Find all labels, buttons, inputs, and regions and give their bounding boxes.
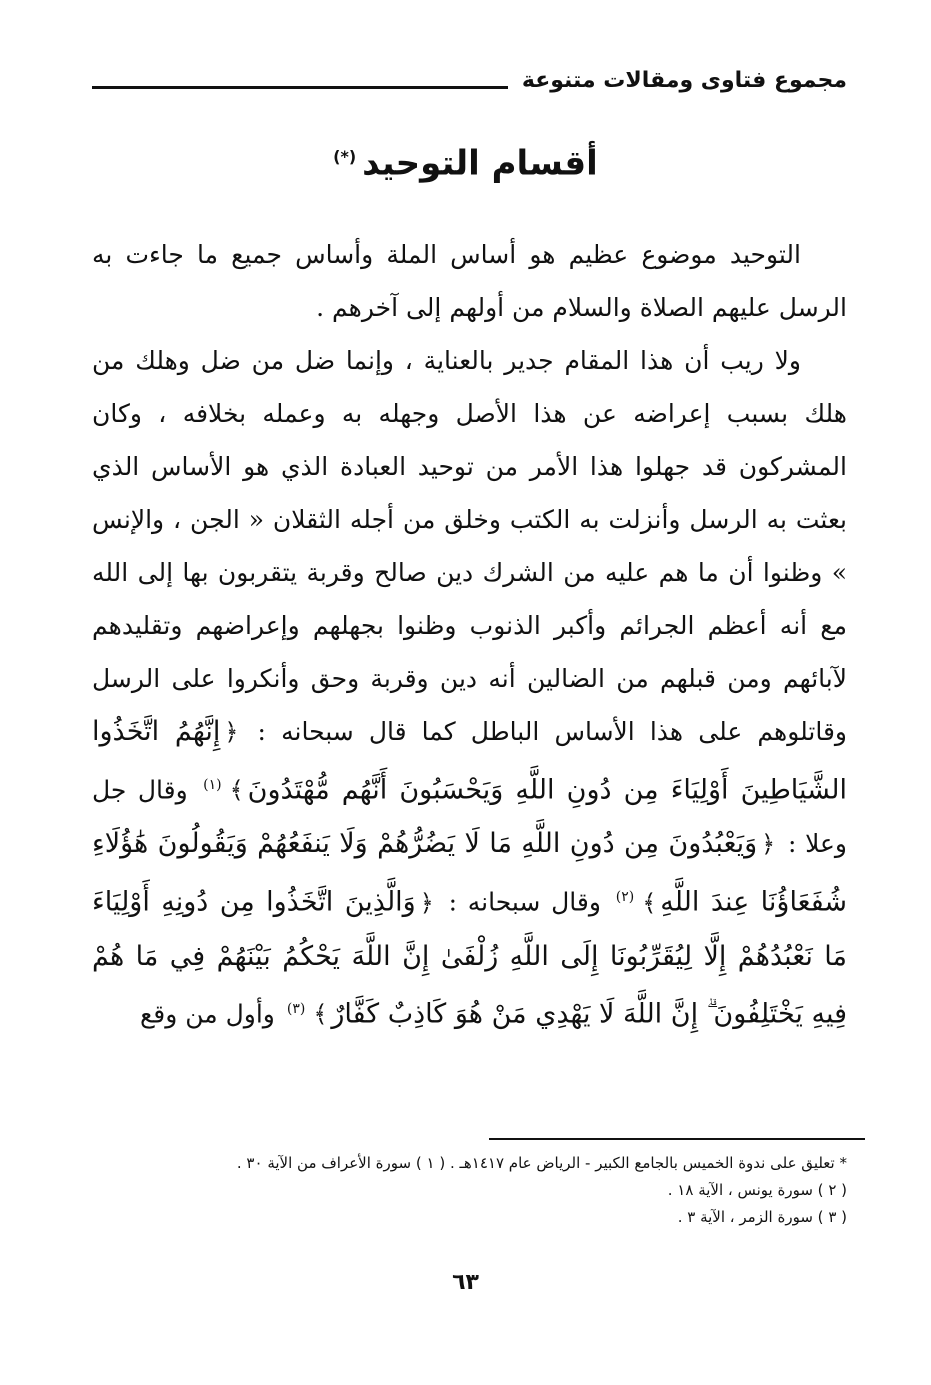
quran-close-bracket-2: ﴾ [642, 888, 657, 917]
connector-1: وقال جل وعلا : [92, 775, 848, 859]
quran-verse-1: إِنَّهُمُ اتَّخَذُوا الشَّيَاطِينَ أَوْلِيَاءَ مِن دُونِ اللَّهِ وَيَحْسَبُونَ أَنَّهُم مُّهْتَدُونَ [92, 716, 847, 806]
quran-close-bracket-3: ﴾ [313, 999, 328, 1028]
quran-verse-2: وَيَعْبُدُونَ مِن دُونِ اللَّهِ مَا لَا يَضُرُّهُمْ وَلَا يَنفَعُهُمْ وَيَقُولُونَ هَٰؤُلَاءِ شُفَعَاؤُنَا عِندَ اللَّهِ [92, 828, 847, 918]
running-header [92, 62, 847, 98]
paragraph-2 [92, 334, 847, 1041]
chapter-title-text: أقسام التوحيد [362, 143, 598, 184]
footnote-line-2: ( ٢ ) سورة يونس ، الآية ١٨ . [667, 1181, 847, 1199]
footnote-ref-2: (٢) [615, 889, 635, 906]
footnote-line-1: * تعليق على ندوة الخميس بالجامع الكبير - الرياض عام ١٤١٧هـ . ( ١ ) سورة الأعراف من الآية ٣٠ . [236, 1154, 847, 1172]
body-text [92, 228, 847, 1041]
footnote-rule [489, 1138, 865, 1140]
page-number: ٦٣ [452, 1270, 479, 1295]
footnote-line-3: ( ٣ ) سورة الزمر ، الآية ٣ . [677, 1208, 847, 1226]
footnote-ref-1: (١) [203, 777, 222, 793]
running-title: مجموع فتاوى ومقالات متنوعة [521, 67, 847, 93]
paragraph-2-intro: ولا ريب أن هذا المقام جدير بالعناية ، وإنما ضل من ضل وهلك من هلك بسبب إعراضه عن هذا الأصل وجهله به وعمله بخلافه ، وكان المشركون قد جهلوا هذا الأمر من توحيد العبادة الذي هو الأساس الذي بعثت به الرسل وأنزلت به الكتب وخلق من أجله الثقلان « الجن ، والإنس » وظنوا أن ما هم عليه من الشرك دين صالح وقربة يتقربون بها إلى الله مع أنه أعظم الجرائم وأكبر الذنوب وظنوا بجهلهم وإعراضهم وتقليدهم لآبائهم ومن قبلهم من الضالين أنه دين وقربة وحق وأنكروا على الرسل وقاتلوهم على هذا الأساس الباطل كما قال سبحانه : [92, 346, 848, 746]
footnotes [92, 1150, 847, 1231]
chapter-title [0, 132, 931, 188]
paragraph-2-tail: وأول من وقع [139, 998, 275, 1028]
paragraph-1: التوحيد موضوع عظيم هو أساس الملة وأساس جميع ما جاءت به الرسل عليهم الصلاة والسلام من أولهم إلى آخرهم . [92, 240, 847, 322]
footnote-ref-3: (٣) [286, 1000, 306, 1017]
quran-close-bracket-1: ﴾ [229, 776, 244, 805]
quran-open-bracket-2: ﴿ [761, 830, 776, 859]
connector-2: وقال سبحانه : [448, 887, 601, 917]
quran-open-bracket-1: ﴿ [224, 718, 239, 746]
header-rule [92, 86, 508, 89]
quran-open-bracket-3: ﴿ [419, 888, 434, 917]
quran-verse-3: وَالَّذِينَ اتَّخَذُوا مِن دُونِهِ أَوْلِيَاءَ مَا نَعْبُدُهُمْ إِلَّا لِيُقَرِّبُونَا إِلَى اللَّهِ زُلْفَىٰ إِنَّ اللَّهَ يَحْكُمُ بَيْنَهُمْ فِي مَا هُمْ فِيهِ يَخْتَلِفُونَ ۗ إِنَّ اللَّهَ لَا يَهْدِي مَنْ هُوَ كَاذِبٌ كَفَّارٌ [92, 886, 847, 1029]
chapter-title-footnote-mark: (*) [333, 147, 357, 166]
